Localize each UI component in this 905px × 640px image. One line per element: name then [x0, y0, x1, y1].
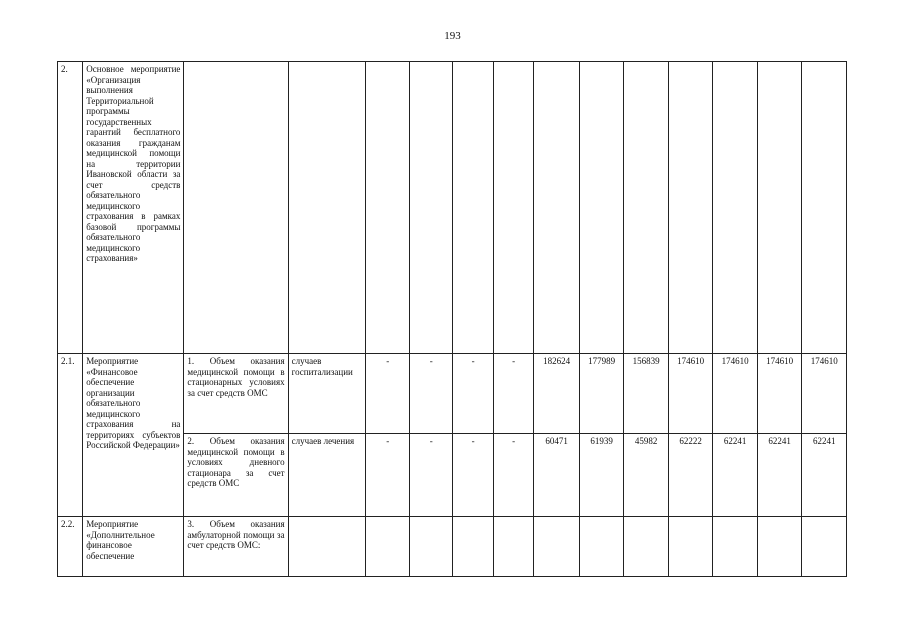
value-cell — [802, 517, 847, 577]
table-row — [58, 517, 847, 577]
value-cell: 61939 — [579, 434, 624, 517]
value-cell: - — [409, 434, 452, 517]
row-number: 2. — [58, 62, 83, 354]
value-cell — [668, 517, 713, 577]
event-name: Мероприятие «Дополнительное финансовое обеспечение — [83, 517, 184, 577]
value-cell: 174610 — [757, 354, 802, 434]
value-cell: - — [493, 354, 533, 434]
value-cell — [534, 62, 580, 354]
value-cell — [624, 517, 669, 577]
value-cell: 45982 — [624, 434, 669, 517]
value-cell — [624, 62, 669, 354]
value-cell: 62241 — [757, 434, 802, 517]
program-table — [57, 61, 847, 577]
value-cell: 182624 — [534, 354, 580, 434]
value-cell: - — [366, 354, 409, 434]
unit-cell: случаев лечения — [288, 434, 366, 517]
value-cell: 177989 — [579, 354, 624, 434]
value-cell: - — [493, 434, 533, 517]
row-number: 2.1. — [58, 354, 83, 517]
event-name: Мероприятие «Финансовое обеспечение организации обязательного медицинского страхования на территориях субъектов Российской Федерации» — [83, 354, 184, 517]
unit-cell — [288, 62, 366, 354]
value-cell: - — [366, 434, 409, 517]
value-cell — [757, 517, 802, 577]
value-cell — [366, 517, 409, 577]
value-cell — [713, 62, 758, 354]
value-cell — [579, 62, 624, 354]
value-cell: 174610 — [802, 354, 847, 434]
value-cell: - — [409, 354, 452, 434]
value-cell — [713, 517, 758, 577]
value-cell — [453, 62, 493, 354]
value-cell — [366, 62, 409, 354]
value-cell — [757, 62, 802, 354]
value-cell: 174610 — [668, 354, 713, 434]
value-cell: 60471 — [534, 434, 580, 517]
value-cell — [534, 517, 580, 577]
value-cell — [493, 517, 533, 577]
value-cell: 156839 — [624, 354, 669, 434]
unit-cell — [288, 517, 366, 577]
event-name: Основное мероприятие «Организация выполнения Территориальной программы государственных гарантий бесплатного оказания гражданам медицинской помощи на территории Ивановской области за счет средств обязательного медицинского страхования в рамках базовой программы обязательного медицинского страхования» — [83, 62, 184, 354]
value-cell: - — [453, 434, 493, 517]
value-cell — [579, 517, 624, 577]
value-cell — [409, 62, 452, 354]
value-cell: 174610 — [713, 354, 758, 434]
unit-cell: случаев госпитализации — [288, 354, 366, 434]
value-cell: 62222 — [668, 434, 713, 517]
value-cell — [802, 62, 847, 354]
value-cell: 62241 — [713, 434, 758, 517]
value-cell: 62241 — [802, 434, 847, 517]
indicator-cell: 1. Объем оказания медицинской помощи в стационарных условиях за счет средств ОМС — [184, 354, 288, 434]
row-number: 2.2. — [58, 517, 83, 577]
value-cell — [668, 62, 713, 354]
table-row — [58, 62, 847, 354]
indicator-cell: 3. Объем оказания амбулаторной помощи за счет средств ОМС: — [184, 517, 288, 577]
value-cell: - — [453, 354, 493, 434]
value-cell — [453, 517, 493, 577]
value-cell — [409, 517, 452, 577]
value-cell — [493, 62, 533, 354]
indicator-cell — [184, 62, 288, 354]
page-number: 193 — [444, 30, 461, 42]
table-row — [58, 354, 847, 434]
indicator-cell: 2. Объем оказания медицинской помощи в условиях дневного стационара за счет средств ОМС — [184, 434, 288, 517]
